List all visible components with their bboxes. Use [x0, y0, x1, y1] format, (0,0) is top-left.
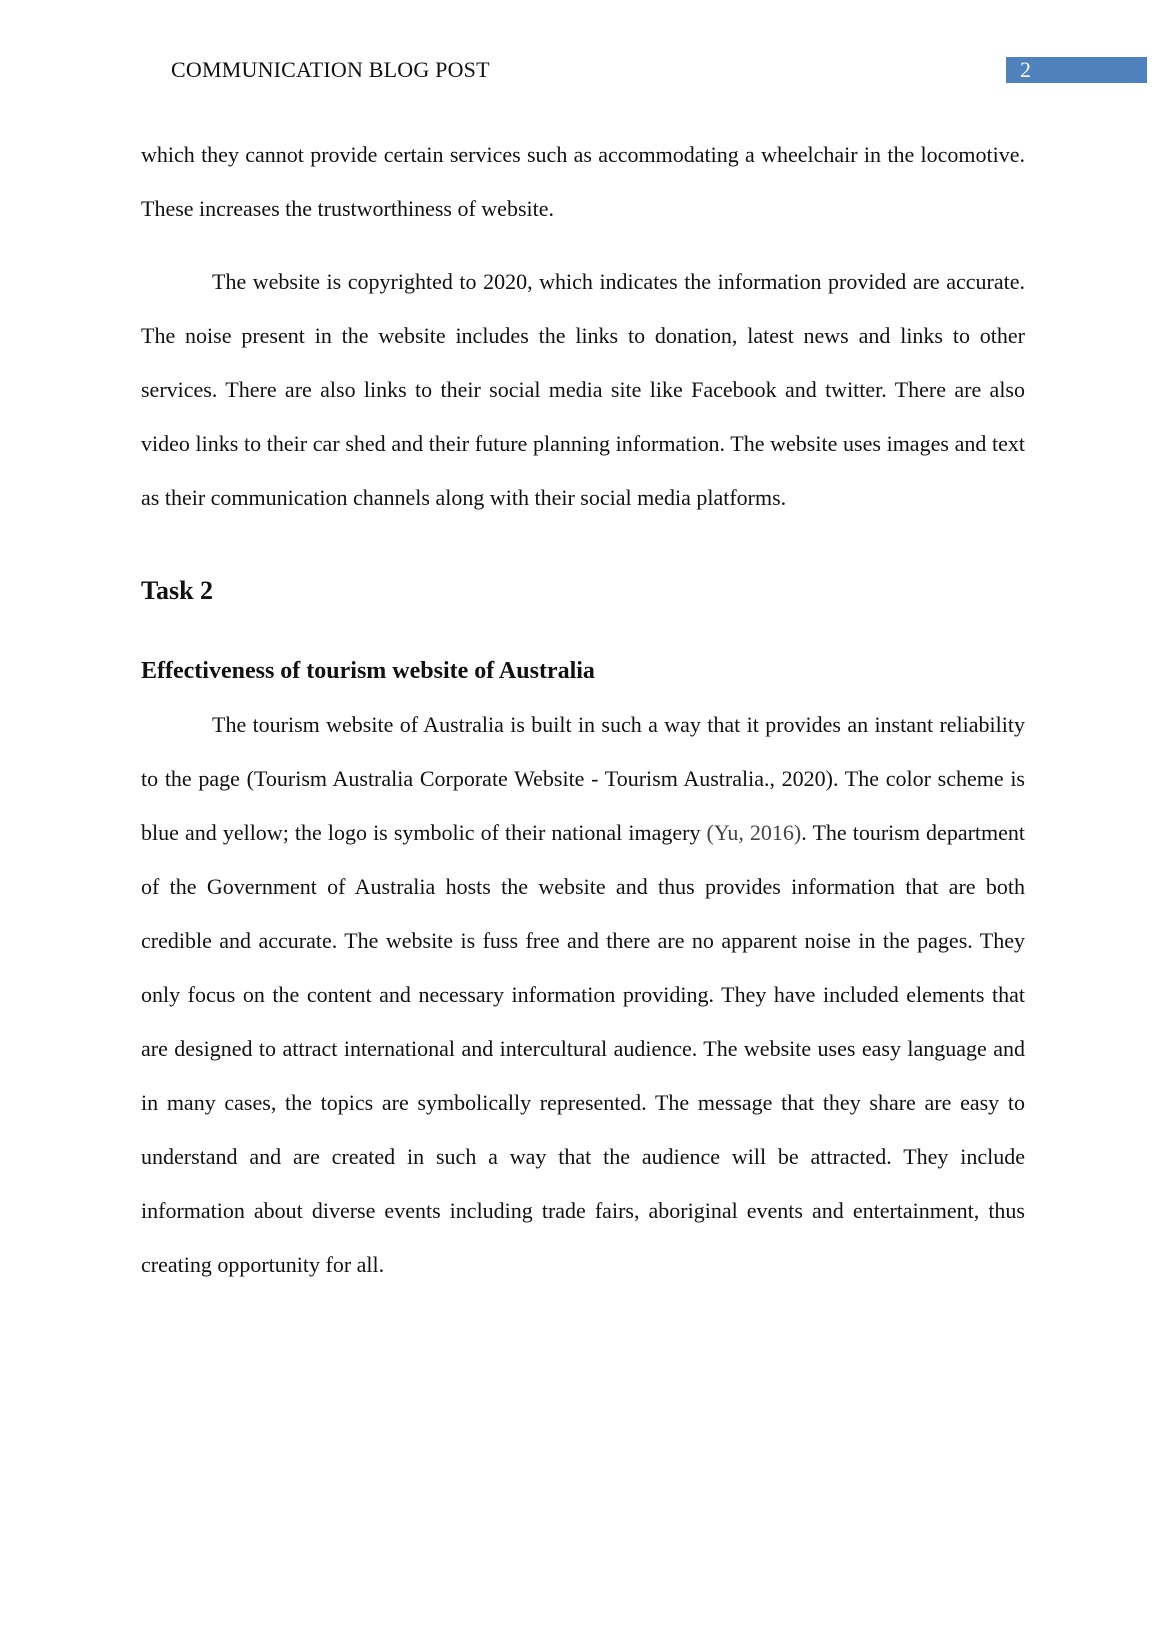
page-number-bar — [1006, 57, 1147, 83]
citation: (Yu, 2016) — [706, 820, 802, 845]
paragraph-text-part2: . The tourism department of the Government of Australia hosts the website and thus provides information that are both credible and accurate. The website is fuss free and there are no apparent noise in the pages. They only focus on the content and necessary information providing. They have included elements that are designed to attract international and intercultural audience. The website uses easy language and in many cases, the topics are symbolically represented. The message that they share are easy to understand and are created in such a way that the audience will be attracted. They include information about diverse events including trade fairs, aboriginal events and entertainment, thus creating opportunity for all. — [141, 820, 1026, 1277]
section-subheading: Effectiveness of tourism website of Australia — [141, 658, 595, 684]
running-head: COMMUNICATION BLOG POST — [171, 57, 490, 82]
document-body — [141, 128, 1025, 1292]
paragraph-website-copyright: The website is copyrighted to 2020, which indicates the information provided are accurate. The noise present in the website includes the links to donation, latest news and links to other services. There are also links to their social media site like Facebook and twitter. There are also video links to their car shed and their future planning information. The website uses images and text as their communication channels along with their social media platforms. — [141, 269, 1025, 510]
paragraph-text-part1: The tourism website of Australia is built in such a way that it provides an instant reliability to the page (Tourism Australia Corporate Website - Tourism Australia., 2020). The color scheme is blue and yellow; the logo is symbolic of their national imagery — [141, 712, 1025, 845]
paragraph-tourism-effectiveness — [141, 698, 1025, 1292]
task-heading: Task 2 — [141, 576, 214, 605]
page-number: 2 — [1020, 57, 1031, 82]
paragraph-continued: which they cannot provide certain services such as accommodating a wheelchair in the locomotive. These increases the trustworthiness of website. — [141, 142, 1025, 221]
